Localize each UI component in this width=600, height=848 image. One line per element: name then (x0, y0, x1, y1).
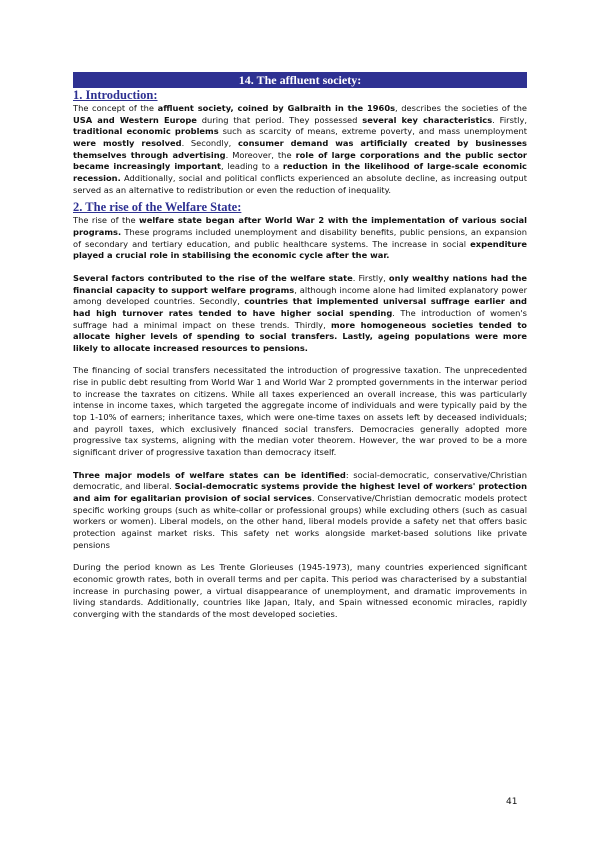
text-run: During the period known as Les Trente Glorieuses (1945-1973), many countries experienced significant economic growth rates, both in overall terms and per capita. This period was characterised by a substantial increase in purchasing power, a virtual disappearance of unemployment, and dramatic improvements in living standards. Additionally, countries like Japan, Italy, and Spain witnessed economic miracles, rapidly converging with the standards of the most developed societies. (73, 562, 527, 619)
text-run: during that period. They possessed (196, 114, 363, 125)
text-run: The concept of the (73, 103, 158, 113)
bold-text: affluent society, coined by Galbraith in the 1960s (157, 103, 396, 113)
chapter-title: 14. The affluent society: (73, 72, 527, 88)
text-run: . Moreover, the (225, 149, 296, 160)
paragraph-financing (73, 365, 527, 458)
paragraph-trente-glorieuses (73, 562, 527, 620)
text-run: The rise of the (73, 215, 140, 226)
bold-text: reduction in the likelihood of large-scale economic recession. (73, 161, 527, 183)
section-heading-introduction: 1. Introduction: (73, 88, 158, 102)
bold-text: traditional economic problems (73, 126, 219, 137)
text-run: The financing of social transfers necessitated the introduction of progressive taxation. The unprecedented rise in public debt resulting from World War 1 and World War 2 prompted governments in the interwar period to increase the taxrates on citizens. While all taxes experienced an overall increase, this was particularly intense in income taxes, which targeted the aggregate income of individuals and were typically paid by the top 1-10% of earners; inheritance taxes, which were one-time taxes on assets left by deceased individuals; and payroll taxes, which exclusively financed social transfers. Democracies generally adopted more progressive tax systems, aligning with the median voter theorem. However, the war proved to be a more significant driver of progressive taxation than democracy itself. (73, 365, 527, 458)
text-run: . Firstly, (352, 272, 389, 283)
bold-text: USA and Western Europe (73, 114, 197, 125)
text-run: : social-democratic, conservative/Christian democratic, and liberal. (73, 469, 527, 492)
text-run: . The introduction of women's suffrage had a minimal impact on these trends. Thirdly, (73, 307, 527, 330)
text-run: These programs included unemployment and disability benefits, public pensions, an expansion of secondary and tertiary education, and public healthcare systems. The increase in social (73, 226, 527, 249)
text-run: . Secondly, (181, 137, 238, 148)
paragraph-welfare-rise (73, 215, 527, 262)
bold-text: Three major models of welfare states can be identified (73, 469, 346, 480)
paragraph-welfare-models (73, 470, 527, 552)
content-body (73, 88, 527, 621)
bold-text: Several factors contributed to the rise of the welfare state (73, 272, 353, 283)
page-number: 41 (506, 797, 518, 807)
paragraph-introduction (73, 103, 527, 196)
bold-text: more homogeneous societies tended to allocate higher levels of spending to social transfers. Lastly, ageing populations were more likely to allocate increased resources to pensions. (73, 319, 527, 353)
text-run: . Conservative/Christian democratic models protect specific working groups (such as white-collar or professional groups) while excluding others (such as casual workers or women). Liberal models, on the other hand, liberal models provide a safety net that offers basic protection against market risks. This safety net works alongside market-based solutions like private pensions (73, 493, 527, 550)
text-run: . Firstly, (492, 114, 527, 125)
bold-text: only wealthy nations had the financial capacity to support welfare programs (73, 272, 528, 295)
text-run: Additionally, social and political conflicts experienced an absolute decline, as increasing output served as an alternative to redistribution or even the reduction of inequality. (73, 172, 527, 195)
bold-text: countries that implemented universal suffrage earlier and had high turnover rates tended to have higher social spending (73, 296, 527, 318)
bold-text: were mostly resolved (73, 137, 182, 148)
bold-text: several key characteristics (362, 114, 493, 125)
text-run: such as scarcity of means, extreme poverty, and mass unemployment (218, 126, 527, 137)
bold-text: role of large corporations and the public sector became increasingly important (73, 149, 528, 172)
bold-text: expenditure played a crucial role in stabilising the economic cycle after the war. (73, 238, 527, 261)
text-run: , leading to a (221, 161, 283, 172)
paragraph-contributing-factors (73, 273, 527, 355)
bold-text: Social-democratic systems provide the highest level of workers' protection and aim for egalitarian provision of social services (73, 481, 527, 504)
bold-text: welfare state began after World War 2 with the implementation of various social programs. (73, 215, 527, 237)
text-run: , describes the societies of the (395, 103, 528, 113)
section-heading-welfare-state: 2. The rise of the Welfare State: (73, 200, 242, 215)
bold-text: consumer demand was artificially created by businesses themselves through advertising (73, 137, 527, 160)
text-run: , although income alone had limited explanatory power among developed countries. Secondly, (73, 284, 527, 307)
